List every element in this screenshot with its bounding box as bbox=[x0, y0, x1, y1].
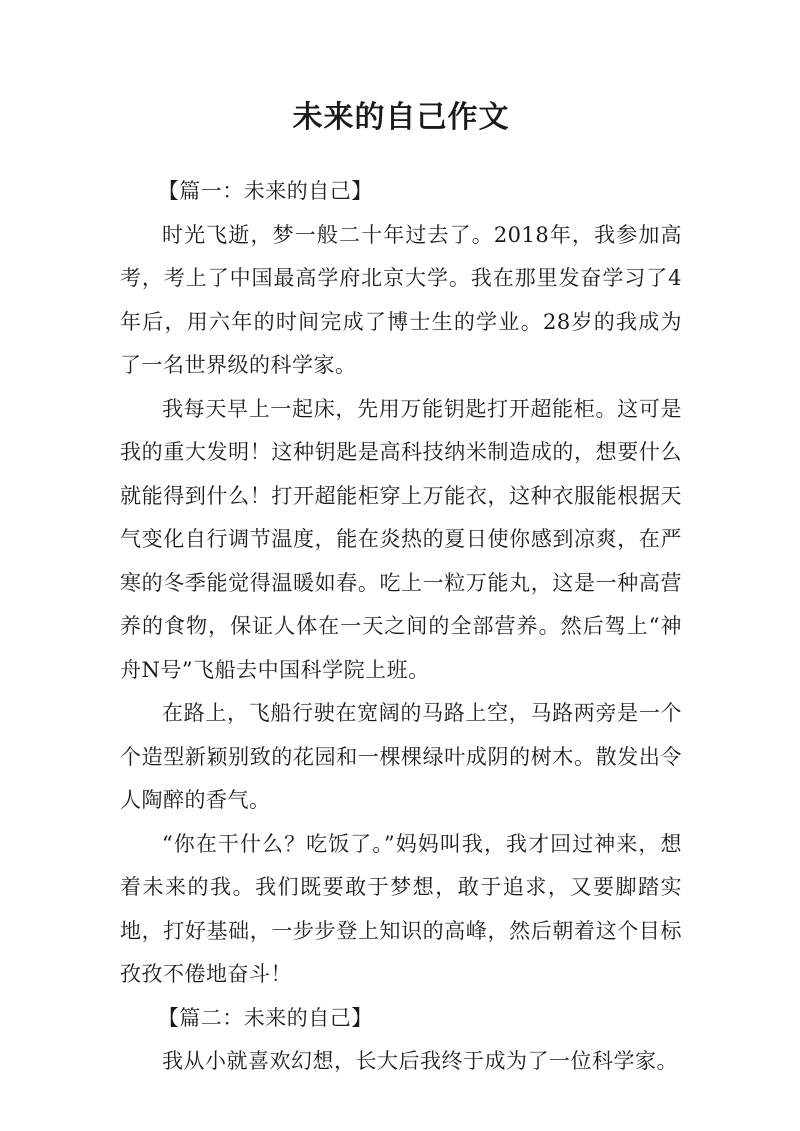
paragraph: 我每天早上一起床，先用万能钥匙打开超能柜。这可是我的重大发明！这种钥匙是高科技纳米制造成的，想要什么就能得到什么！打开超能柜穿上万能衣，这种衣服能根据天气变化自行调节温度，能在炎热的夏日使你感到凉爽，在严寒的冬季能觉得温暖如春。吃上一粒万能丸，这是一种高营养的食物，保证人体在一天之间的全部营养。然后驾上“神舟N号”飞船去中国科学院上班。 bbox=[120, 396, 682, 682]
paragraph: 在路上，飞船行驶在宽阔的马路上空，马路两旁是一个个造型新颖别致的花园和一棵棵绿叶成阴的树木。散发出令人陶醉的香气。 bbox=[120, 701, 682, 812]
document-page bbox=[120, 88, 682, 1084]
paragraph: “你在干什么？吃饭了。”妈妈叫我，我才回过神来，想着未来的我。我们既要敢于梦想，敢于追求，又要脚踏实地，打好基础，一步步登上知识的高峰，然后朝着这个目标孜孜不倦地奋斗！ bbox=[120, 831, 682, 986]
paragraph: 我从小就喜欢幻想，长大后我终于成为了一位科学家。 bbox=[162, 1049, 678, 1073]
section-heading-2: 【篇二：未来的自己】 bbox=[157, 1005, 373, 1030]
section-heading-1: 【篇一：未来的自己】 bbox=[157, 179, 373, 203]
document-title: 未来的自己作文 bbox=[292, 100, 510, 135]
paragraph: 时光飞逝，梦一般二十年过去了。2018年，我参加高考，考上了中国最高学府北京大学。我在那里发奋学习了4年后，用六年的时间完成了博士生的学业。28岁的我成为了一名世界级的科学家。 bbox=[120, 222, 682, 377]
